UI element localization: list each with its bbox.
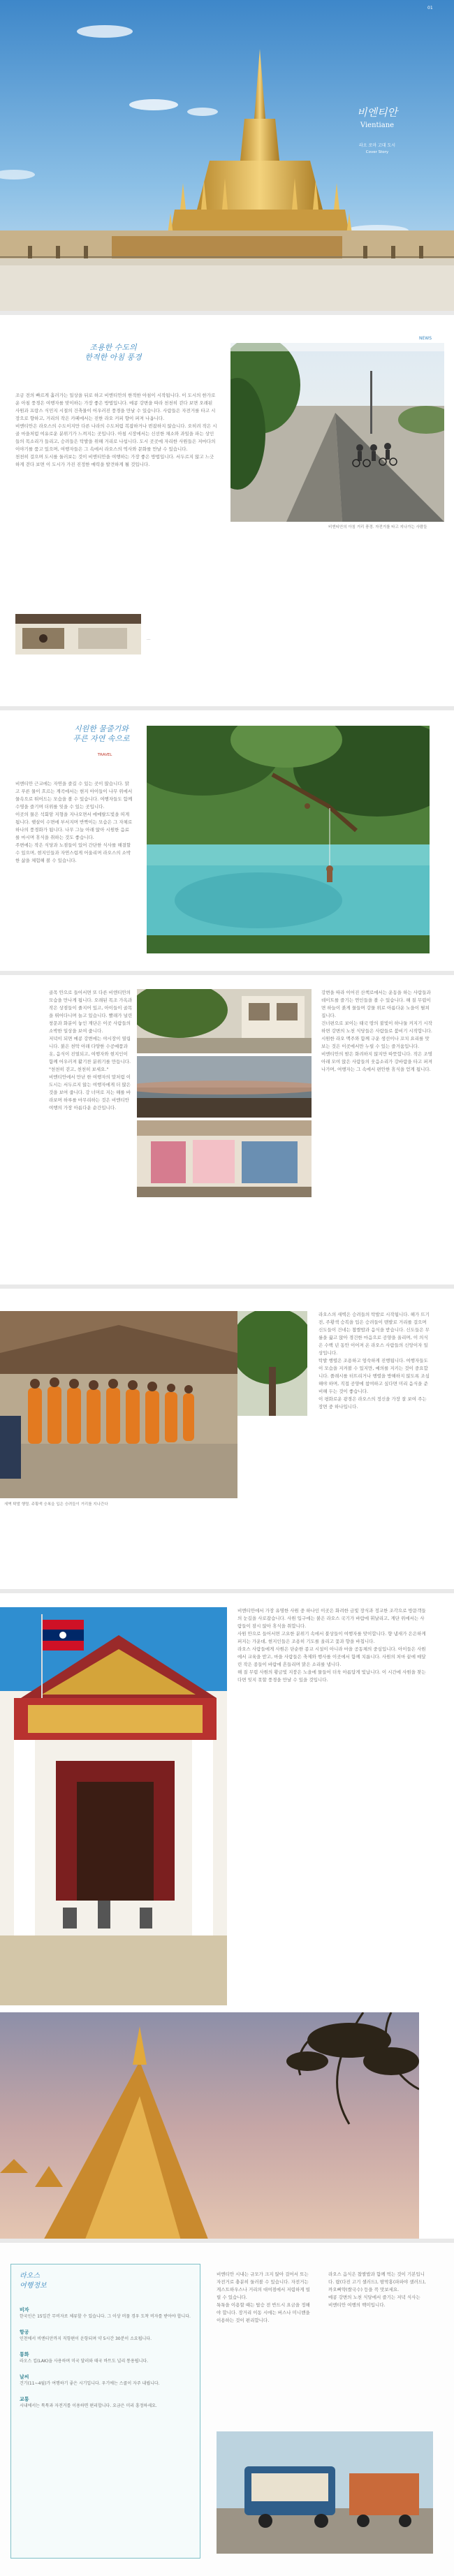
spread3-photo-sunset	[137, 1056, 312, 1118]
info-page	[0, 2243, 454, 2576]
spread3-photo-market	[137, 1120, 312, 1197]
spread4-photo-caption: 새벽 탁발 행렬. 주황색 승복을 입은 승려들이 거리를 지나간다	[4, 1502, 108, 1507]
spread1-photo-caption: 비엔티안의 아침 거리 풍경. 자전거를 타고 지나가는 사람들	[328, 525, 427, 529]
info-entry-text: 한국인은 15일간 무비자로 체류할 수 있습니다. 그 이상 머물 경우 도착 비자를 받아야 합니다.	[20, 2314, 191, 2319]
info-heading: 라오스 여행정보	[20, 2272, 47, 2290]
spread2-tag: TRAVEL	[97, 753, 112, 757]
info-entry-label: 통화	[20, 2352, 29, 2357]
info-box	[10, 2264, 200, 2559]
info-entry	[20, 2351, 191, 2365]
spread-alley	[0, 975, 454, 1285]
spread-river	[0, 710, 454, 971]
spread1-street-photo	[230, 343, 444, 522]
info-entry-text: 시내에서는 툭툭과 자전거를 이용하면 편리합니다. 요금은 미리 흥정하세요.	[20, 2403, 157, 2408]
spread1-tag: NEWS	[419, 336, 432, 341]
spread4-tree-photo	[237, 1311, 307, 1416]
spread3-right-text: 강변을 따라 이어진 산책로에서는 운동을 하는 사람들과 데이트를 즐기는 연인들을 볼 수 있습니다. 해 질 무렵이면 하늘이 붉게 물들며 강물 위로 아름다운 노을이 펼쳐집니다. 건너편으로 보이는 태국 땅의 불빛이 하나둘 켜지기 시작하면 강변의 노천 식당들은 사람들로 붐비기 시작합니다. 시원한 라오 맥주와 함께 구운 생선이나 꼬치 요리를 맛보는 것은 이곳에서만 누릴 수 있는 즐거움입니다. 비엔티안의 밤은 화려하지 않지만 따뜻합니다. 작은 조명 아래 모여 앉은 사람들의 웃음소리가 강바람을 타고 퍼져 나가며, 여행자는 그 속에서 편안한 휴식을 얻게 됩니다.	[321, 990, 432, 1072]
info-tuktuk-photo	[217, 2431, 433, 2554]
cover-title-en: Vientiane	[360, 122, 395, 129]
spread2-river-photo	[147, 726, 430, 953]
info-entry-label: 항공	[20, 2329, 29, 2335]
spread4-monks-photo	[0, 1311, 237, 1498]
spread5-sunset-photo	[0, 2012, 419, 2239]
info-col2: 비엔티안 시내는 규모가 크지 않아 걸어서 또는 자전거로 충분히 둘러볼 수 있습니다. 자전거는 게스트하우스나 거리의 대여점에서 저렴하게 빌릴 수 있습니다. 툭툭을 이용할 때는 탑승 전 반드시 요금을 정해야 합니다. 장거리 이동 시에는 버스나 미니밴을 이용하는 것이 편리합니다.	[217, 2271, 310, 2323]
spread5-temple-photo	[0, 1607, 227, 2005]
info-entry	[20, 2306, 191, 2320]
spread2-heading: 시원한 물줄기와 푸른 자연 속으로	[73, 724, 130, 743]
spread1-body: 조금 전의 빠르게 흘러가는 일상을 뒤로 하고 비엔티안의 한적한 아침이 시작됩니다. 이 도시의 한가로운 아침 풍경은 여행자를 맞이하는 가장 좋은 방법입니다. 메콩 강변을 따라 천천히 걷다 보면 오래된 사원과 프랑스 식민지 시절의 건축물이 어우러진 풍경을 만날 수 있습니다. 사람들은 자전거를 타고 시장으로 향하고, 거리의 작은 카페에서는 진한 라오 커피 향이 퍼져 나옵니다. 비엔티안은 라오스의 수도이지만 다른 나라의 수도처럼 복잡하거나 번잡하지 않습니다. 오히려 작은 시골 마을처럼 여유로운 분위기가 느껴지는 곳입니다. 아침 시장에서는 신선한 채소와 과일을 파는 상인들의 목소리가 들리고, 승려들은 탁발을 위해 거리로 나섭니다. 도시 곳곳에 자리한 사원들은 저마다의 이야기를 품고 있으며, 여행자들은 그 속에서 라오스의 역사와 문화를 만날 수 있습니다. 천천히 걸으며 도시를 둘러보는 것이 비엔티안을 여행하는 가장 좋은 방법입니다. 서두르지 않고 느긋하게 걷다 보면 이 도시가 가진 진정한 매력을 발견하게 될 것입니다.	[15, 393, 217, 467]
info-entry-label: 날씨	[20, 2374, 29, 2380]
cover-subtitle2: Cover Story	[365, 150, 389, 154]
spread1-small-caption: …	[147, 637, 151, 641]
info-entries	[20, 2306, 191, 2418]
spread2-body: 비엔티안 근교에는 자연을 즐길 수 있는 곳이 많습니다. 맑고 푸른 물이 흐르는 계곡에서는 현지 아이들이 나무 위에서 물속으로 뛰어드는 모습을 볼 수 있습니다. 여행자들도 함께 수영을 즐기며 더위를 잊을 수 있는 곳입니다. 이곳의 물은 석회암 지형을 지나오면서 에메랄드빛을 띠게 됩니다. 햇살이 수면에 부서지며 반짝이는 모습은 그 자체로 하나의 풍경화가 됩니다. 나무 그늘 아래 앉아 시원한 음료를 마시며 휴식을 취하는 것도 좋습니다. 주변에는 작은 식당과 노점들이 있어 간단한 식사를 해결할 수 있으며, 현지인들과 자연스럽게 어울리며 라오스의 소박한 삶을 체험해 볼 수 있습니다.	[15, 781, 133, 863]
cover-page	[0, 0, 454, 311]
cover-subtitle: 라오 로마 고대 도시	[358, 143, 396, 148]
info-entry-label: 교통	[20, 2396, 29, 2402]
spread3-photo-alley	[137, 989, 312, 1053]
info-entry-text: 라오스 킵(LAK)을 사용하며 미국 달러와 태국 바트도 널리 통용됩니다.	[20, 2359, 149, 2364]
info-entry-text: 인천에서 비엔티안까지 직항편이 운항되며 약 5시간 30분이 소요됩니다.	[20, 2336, 152, 2341]
info-entry-text: 건기(11~4월)가 여행하기 좋은 시기입니다. 우기에는 스콜이 자주 내립니다.	[20, 2381, 160, 2386]
spread-morning	[0, 315, 454, 706]
spread1-heading: 조용한 수도의 한적한 아침 풍경	[85, 343, 142, 362]
cover-badge: 01	[427, 6, 433, 10]
info-entry	[20, 2373, 191, 2387]
info-col3: 라오스 음식은 찹쌀밥과 함께 먹는 것이 기본입니다. 랍(다진 고기 샐러드), 땀막홍(파파야 샐러드), 까오삐약(쌀국수) 등을 꼭 맛보세요. 메콩 강변의 노천 식당에서 즐기는 저녁 식사는 비엔티안 여행의 백미입니다.	[328, 2271, 426, 2308]
info-entry	[20, 2396, 191, 2410]
spread4-body: 라오스의 새벽은 승려들의 탁발로 시작됩니다. 해가 뜨기 전, 주황색 승복을 입은 승려들이 맨발로 거리를 걸으며 신도들이 건네는 찹쌀밥과 음식을 받습니다. 신도들은 무릎을 꿇고 앉아 경건한 마음으로 공양을 올리며, 이 의식은 수백 년 동안 이어져 온 라오스 사람들의 신앙이자 일상입니다. 탁발 행렬은 조용하고 엄숙하게 진행됩니다. 여행자들도 이 모습을 지켜볼 수 있지만, 예의를 지키는 것이 중요합니다. 플래시를 터뜨리거나 행렬을 방해하지 않도록 조심해야 하며, 직접 공양에 참여하고 싶다면 미리 음식을 준비해 두는 것이 좋습니다. 이 평화로운 광경은 라오스의 정신을 가장 잘 보여 주는 장면 중 하나입니다.	[318, 1312, 430, 1410]
spread-temple	[0, 1593, 454, 2239]
info-entry	[20, 2329, 191, 2343]
spread1-small-photo	[15, 614, 141, 654]
cover-title-block	[328, 105, 426, 154]
spread3-left-text: 골목 안으로 들어서면 또 다른 비엔티안의 모습을 만나게 됩니다. 오래된 목조 가옥과 작은 상점들이 줄지어 있고, 아이들이 골목을 뛰어다니며 놀고 있습니다. 빨래가 널린 창문과 화분이 놓인 계단은 이곳 사람들의 소박한 일상을 보여 줍니다. 저녁이 되면 메콩 강변에는 야시장이 열립니다. 붉은 천막 아래 다양한 수공예품과 옷, 음식이 진열되고, 여행자와 현지인이 함께 어우러져 활기찬 분위기를 만듭니다. "천천히 걷고, 천천히 보세요." 비엔티안에서 만난 한 여행자의 말처럼 이 도시는 서두르지 않는 여행자에게 더 많은 것을 보여 줍니다. 강 너머로 지는 해를 바라보며 하루를 마무리하는 것은 비엔티안 여행의 가장 아름다운 순간입니다.	[49, 990, 133, 1111]
spread-alms	[0, 1289, 454, 1589]
cover-photo	[0, 0, 454, 311]
info-entry-label: 비자	[20, 2307, 29, 2313]
spread5-body: 비엔티안에서 가장 유명한 사원 중 하나인 이곳은 화려한 금빛 장식과 정교한 조각으로 방문객들의 눈길을 사로잡습니다. 사원 입구에는 붉은 라오스 국기가 바람에 휘날리고, 계단 위에서는 사람들이 잠시 앉아 휴식을 취합니다. 사원 안으로 들어서면 고요한 분위기 속에서 불상들이 여행자를 맞이합니다. 향 냄새가 은은하게 퍼지는 가운데, 현지인들은 조용히 기도를 올리고 꽃과 향을 바칩니다. 라오스 사람들에게 사원은 단순한 종교 시설이 아니라 마을 공동체의 중심입니다. 아이들은 사원에서 교육을 받고, 마을 사람들은 축제와 행사를 이곳에서 함께 치릅니다. 사원의 처마 끝에 매달린 작은 종들이 바람에 흔들리며 맑은 소리를 냅니다. 해 질 무렵 사원의 황금빛 지붕은 노을에 물들어 더욱 아름답게 빛납니다. 이 시간에 사원을 찾는다면 잊지 못할 풍경을 만날 수 있을 것입니다.	[237, 1608, 426, 1683]
cover-title: 비엔티안	[357, 106, 397, 119]
